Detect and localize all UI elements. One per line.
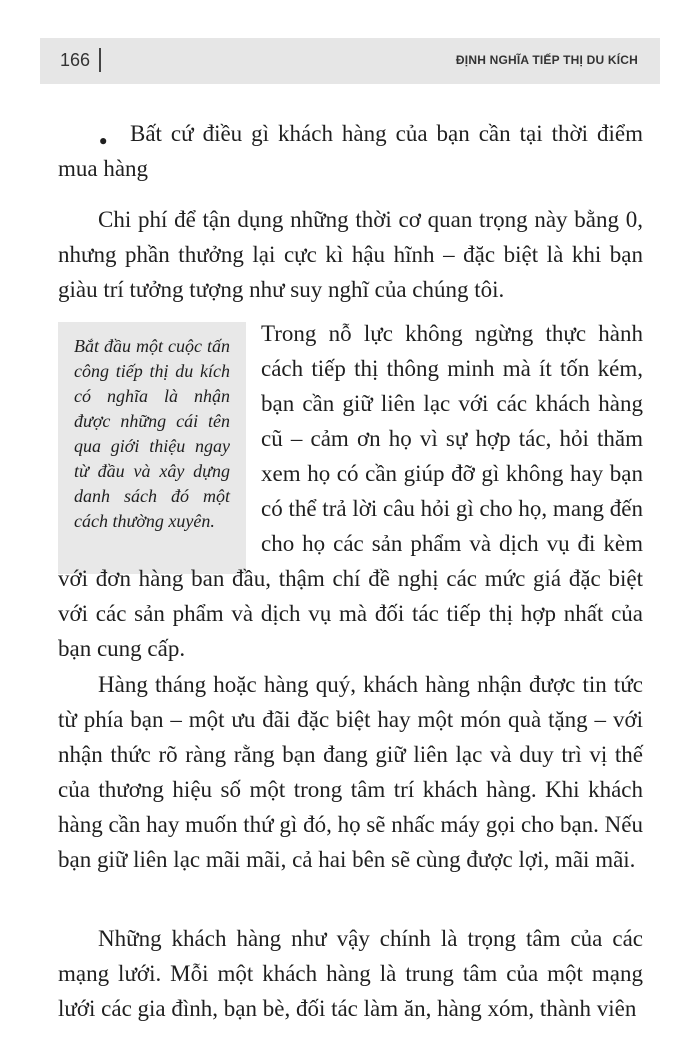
pull-quote-spacer <box>58 316 261 561</box>
body-paragraph-2 <box>58 316 643 666</box>
body-paragraph-4: Những khách hàng như vậy chính là trọng tâm của các mạng lưới. Mỗi một khách hàng là trung tâm của một mạng lưới các gia đình, bạn bè, đối tác làm ăn, hàng xóm, thành viên <box>58 926 643 1021</box>
body-paragraph-2-text: Trong nỗ lực không ngừng thực hành cách tiếp thị thông minh mà ít tốn kém, bạn cần giữ liên lạc với các khách hàng cũ – cảm ơn họ vì sự hợp tác, hỏi thăm xem họ có cần giúp đỡ gì không hay bạn có thể trả lời câu hỏi gì cho họ, mang đến cho họ các sản phẩm và dịch vụ đi kèm với đơn hàng ban đầu, thậm chí đề nghị các mức giá đặc biệt với các sản phẩm và dịch vụ mà đối tác tiếp thị hợp nhất của bạn cung cấp. <box>58 321 643 661</box>
body-paragraph-1: Chi phí để tận dụng những thời cơ quan trọng này bằng 0, nhưng phần thưởng lại cực kì hậu hĩnh – đặc biệt là khi bạn giàu trí tưởng tượng như suy nghĩ của chúng tôi. <box>58 207 643 302</box>
page-number: 166 <box>60 50 91 70</box>
bullet-icon: • <box>97 130 110 154</box>
pull-quote-text: Bắt đầu một cuộc tấn công tiếp thị du kích có nghĩa là nhận được những cái tên qua giới thiệu ngay từ đầu và xây dựng danh sách đó một cách thường xuyên. <box>74 336 230 531</box>
bullet-item: Bất cứ điều gì khách hàng của bạn cần tại thời điểm mua hàng <box>58 121 643 181</box>
running-header <box>40 38 660 84</box>
header-divider <box>99 48 101 72</box>
body-paragraph-3: Hàng tháng hoặc hàng quý, khách hàng nhận được tin tức từ phía bạn – một ưu đãi đặc biệt hay một món quà tặng – với nhận thức rõ ràng rằng bạn đang giữ liên lạc và duy trì vị thế của thương hiệu số một trong tâm trí khách hàng. Khi khách hàng cần hay muốn thứ gì đó, họ sẽ nhấc máy gọi cho bạn. Nếu bạn giữ liên lạc mãi mãi, cả hai bên sẽ cùng được lợi, mãi mãi. <box>58 672 643 872</box>
running-title: ĐỊNH NGHĨA TIẾP THỊ DU KÍCH <box>455 53 638 67</box>
